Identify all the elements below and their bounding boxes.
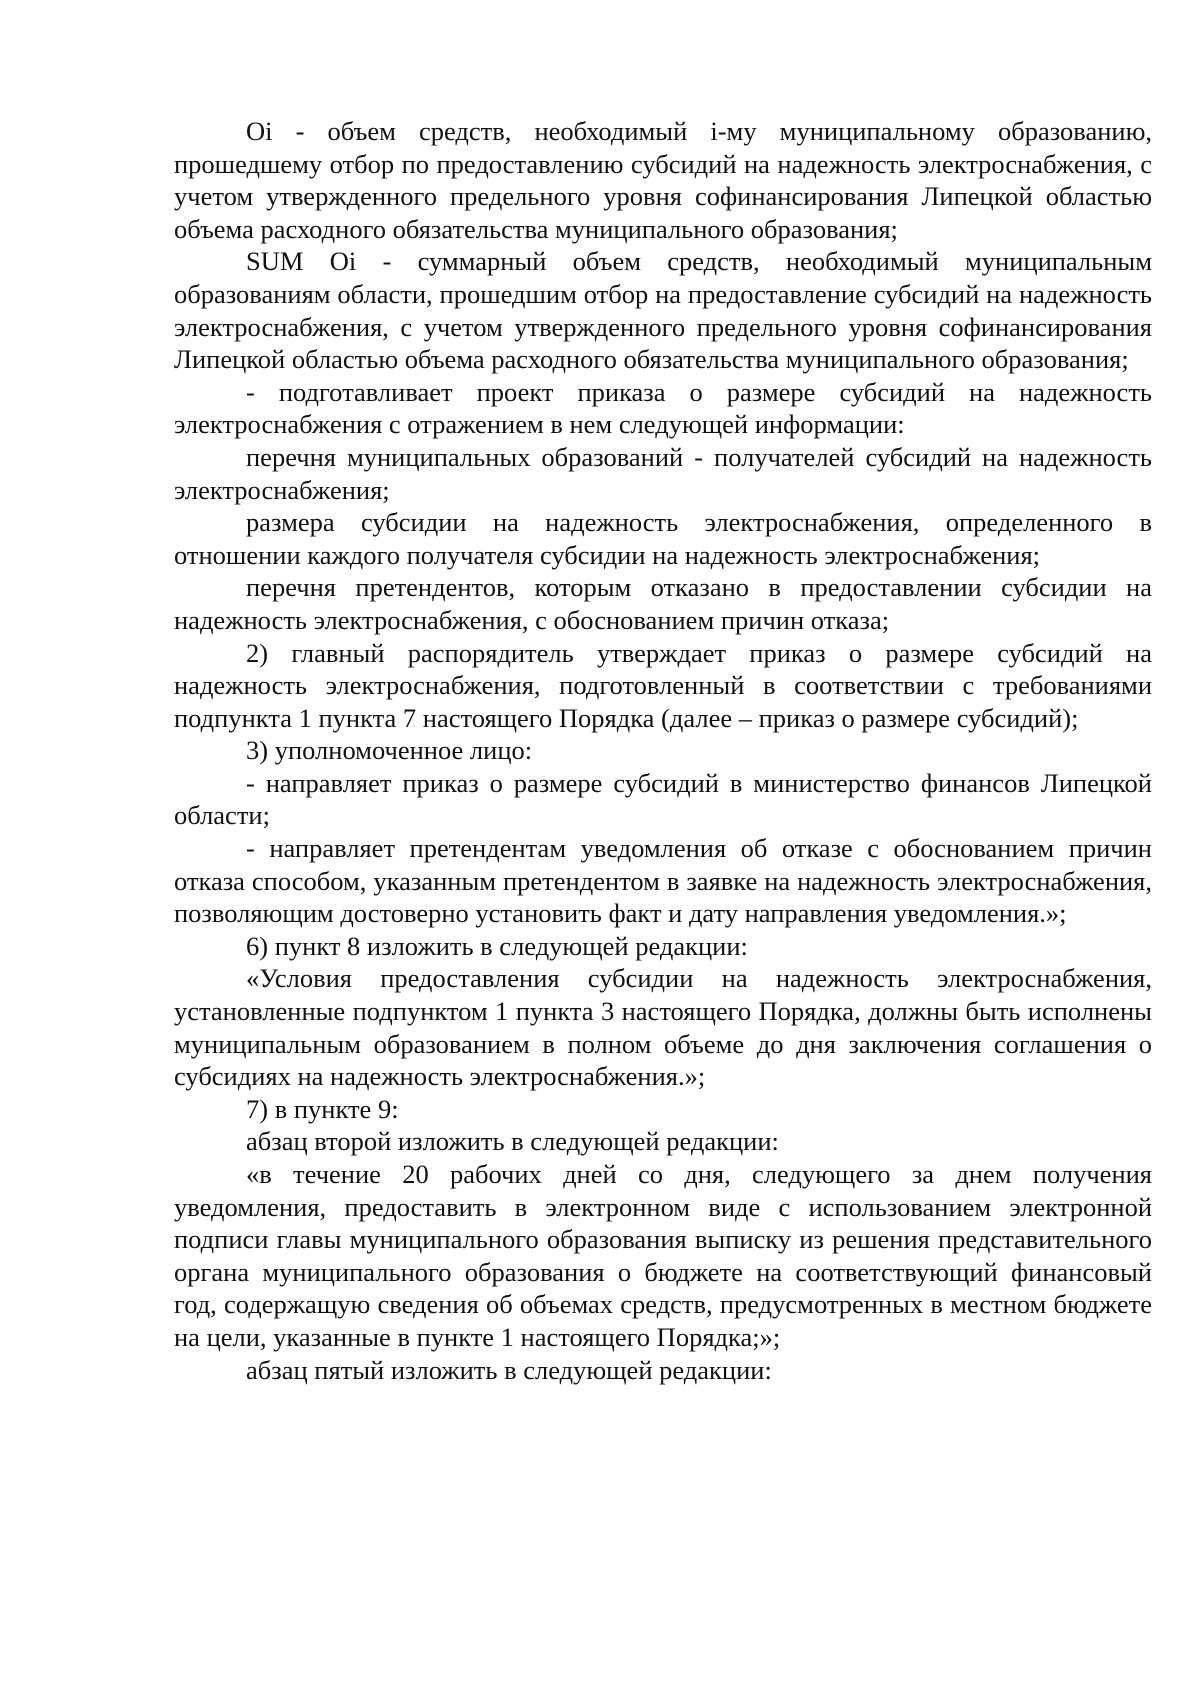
paragraph-oi-definition: Oi - объем средств, необходимый i-му муниципальному образованию, прошедшему отбор по предоставлению субсидий на надежность электроснабжения, с учетом утвержденного предельного уровня софинансирования Липецкой областью объема расходного обязательства муниципального образования;: [174, 116, 1152, 244]
paragraph-list-refused: перечня претендентов, которым отказано в предоставлении субсидии на надежность электроснабжения, с обоснованием причин отказа;: [174, 572, 1152, 635]
paragraph-subsidy-amount: размера субсидии на надежность электроснабжения, определенного в отношении каждого получателя субсидии на надежность электроснабжения;: [174, 507, 1152, 570]
paragraph-second-abzac: абзац второй изложить в следующей редакции:: [246, 1126, 779, 1157]
paragraph-prepares-order: - подготавливает проект приказа о размере субсидий на надежность электроснабжения с отражением в нем следующей информации:: [174, 376, 1152, 440]
paragraph-send-notices: - направляет претендентам уведомления об отказе с обоснованием причин отказа способом, указанным претендентом в заявке на надежность электроснабжения, позволяющим достоверно установить факт и дату направления уведомления.»;: [174, 833, 1152, 929]
paragraph-conditions: «Условия предоставления субсидии на надежность электроснабжения, установленные подпунктом 1 пункта 3 настоящего Порядка, должны быть исполнены муниципальным образованием в полном объеме до дня заключения соглашения о субсидиях на надежность электроснабжения.»;: [174, 963, 1152, 1092]
paragraph-item-2: 2) главный распорядитель утверждает приказ о размере субсидий на надежность электроснабжения, подготовленный в соответствии с требованиями подпункта 1 пункта 7 настоящего Порядка (далее – приказ о размере субсидий);: [174, 637, 1152, 733]
paragraph-send-order: - направляет приказ о размере субсидий в министерство финансов Липецкой области;: [174, 767, 1152, 831]
paragraph-amendment-6: 6) пункт 8 изложить в следующей редакции:: [246, 930, 748, 961]
paragraph-sum-oi-definition: SUM Oi - суммарный объем средств, необходимый муниципальным образованиям области, прошедшим отбор на предоставление субсидий на надежность электроснабжения, с учетом утвержденного предельного уровня софинансирования Липецкой областью объема расходного обязательства муниципального образования;: [174, 246, 1152, 375]
paragraph-fifth-abzac: абзац пятый изложить в следующей редакции:: [246, 1354, 772, 1385]
paragraph-amendment-7: 7) в пункте 9:: [246, 1093, 399, 1124]
document-body: [174, 115, 1152, 1386]
paragraph-list-recipients: перечня муниципальных образований - получателей субсидий на надежность электроснабжения;: [174, 441, 1152, 505]
paragraph-within-20-days: «в течение 20 рабочих дней со дня, следующего за днем получения уведомления, предоставить в электронном виде с использованием электронной подписи главы муниципального образования выписку из решения представительного органа муниципального образования о бюджете на соответствующий финансовый год, содержащую сведения об объемах средств, предусмотренных в местном бюджете на цели, указанные в пункте 1 настоящего Порядка;»;: [174, 1159, 1152, 1352]
paragraph-item-3: 3) уполномоченное лицо:: [246, 735, 533, 766]
